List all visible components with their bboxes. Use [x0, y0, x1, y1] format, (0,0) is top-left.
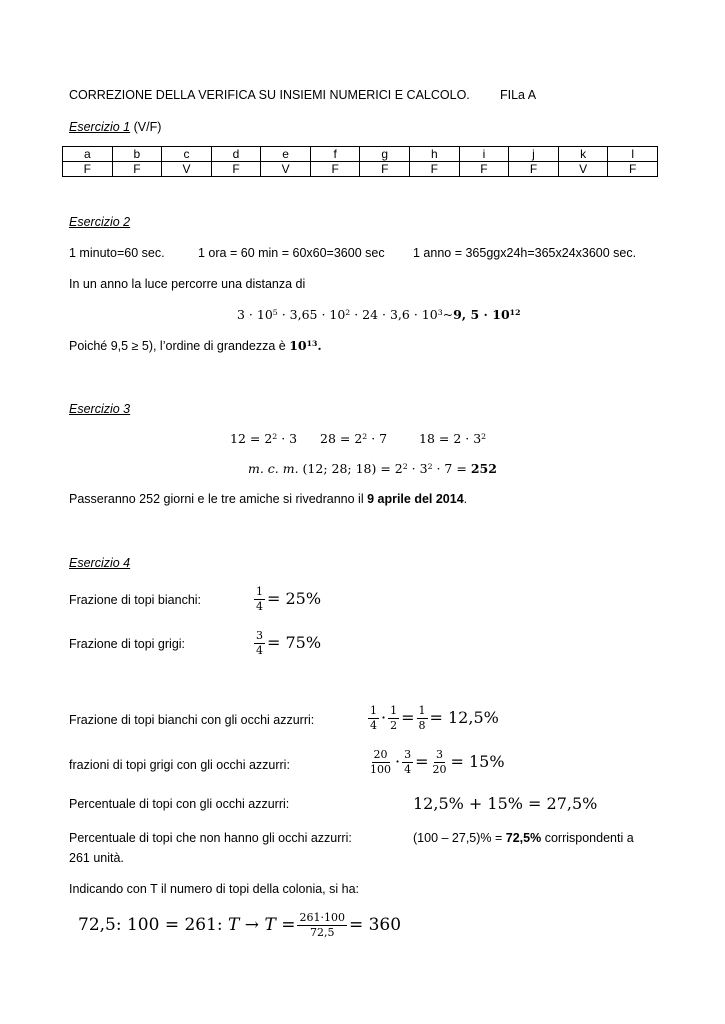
grey-blue-label: frazioni di topi grigi con gli occhi azzurri:	[69, 758, 290, 772]
table-cell: V	[261, 162, 311, 177]
table-cell: i	[459, 147, 509, 162]
white-mice-label: Frazione di topi bianchi:	[69, 593, 202, 607]
grey-mice-formula: $\frac{3}{4}$ = 75%	[256, 629, 322, 657]
table-cell: F	[410, 162, 460, 177]
distance-intro: In un anno la luce percorre una distanza di	[69, 277, 306, 291]
factorization-18: $18 = 2 \cdot 3^2$	[419, 431, 487, 446]
minute-definition: 1 minuto=60 sec.	[69, 246, 165, 260]
exercise-1-suffix: (V/F)	[130, 120, 162, 134]
white-mice-formula: $\frac{1}{4}$ = 25%	[256, 585, 322, 613]
table-cell: h	[410, 147, 460, 162]
exercise-3-conclusion: Passeranno 252 giorni e le tre amiche si rivedranno il 9 aprile del 2014.	[69, 492, 468, 506]
exercise-1-heading	[69, 120, 161, 134]
pct-not-blue-units: 261 unità.	[69, 851, 124, 865]
white-blue-label: Frazione di topi bianchi con gli occhi azzurri:	[69, 713, 315, 727]
exercise-4-title: Esercizio 4	[69, 556, 131, 570]
exercise-3-title: Esercizio 3	[69, 402, 131, 416]
table-cell: F	[360, 162, 410, 177]
table-cell: a	[63, 147, 113, 162]
pct-blue-label: Percentuale di topi con gli occhi azzurri:	[69, 797, 290, 811]
answers-row	[63, 162, 658, 177]
table-cell: F	[310, 162, 360, 177]
table-cell: l	[608, 147, 658, 162]
table-cell: c	[162, 147, 212, 162]
table-cell: d	[211, 147, 261, 162]
magnitude-conclusion: Poiché 9,5 ≥ 5), l’ordine di grandezza è $10^{13}$.	[69, 338, 322, 353]
colony-intro: Indicando con T il numero di topi della colonia, si ha:	[69, 882, 359, 896]
grey-blue-formula: $\frac{20}{100}$ · $\frac{3}{4}$ = $\frac{3}{20}$ = 15%	[370, 748, 505, 776]
factorization-28: $28 = 2^2 \cdot 7$	[320, 431, 388, 446]
year-definition: 1 anno = 365ggx24h=365x24x3600 sec.	[413, 246, 637, 260]
table-cell: g	[360, 147, 410, 162]
grey-mice-label: Frazione di topi grigi:	[69, 637, 186, 651]
table-cell: j	[509, 147, 559, 162]
document-title: CORREZIONE DELLA VERIFICA SU INSIEMI NUMERICI E CALCOLO.	[69, 88, 470, 102]
table-cell: F	[608, 162, 658, 177]
fila-label: FILa A	[500, 88, 537, 102]
exercise-2-title: Esercizio 2	[69, 215, 131, 229]
table-cell: F	[211, 162, 261, 177]
distance-formula: $3 \cdot 10^5 \cdot 3,65 \cdot 10^2 \cdot 24 \cdot 3,6$ · $10^3\sim 9$, $5 \cdot 10^{12}$	[237, 307, 521, 322]
table-cell: e	[261, 147, 311, 162]
table-cell: k	[558, 147, 608, 162]
factorization-12: $12 = 2^2 \cdot 3$	[230, 431, 298, 446]
lcm-formula: m. c. m. (12; 28; $18) = 2^2 \cdot 3^2 \cdot 7 = 252$	[248, 461, 497, 476]
pct-not-blue-label: Percentuale di topi che non hanno gli occhi azzurri:	[69, 831, 352, 845]
table-cell: V	[558, 162, 608, 177]
table-cell: V	[162, 162, 212, 177]
colony-final-formula: 72,5: 100 = 261: 𝑇 → 𝑇 = $\frac{261\cdot 100}{72,5}$ = 360	[78, 911, 402, 939]
white-blue-formula: $\frac{1}{4}$ · $\frac{1}{2}$ = $\frac{1}{8}$ = 12,5%	[370, 704, 499, 732]
pct-blue-formula: 12,5% + 15% = 27,5%	[413, 794, 598, 813]
true-false-table	[62, 146, 658, 177]
table-cell: f	[310, 147, 360, 162]
table-cell: F	[459, 162, 509, 177]
hour-definition: 1 ora = 60 min = 60x60=3600 sec	[198, 246, 385, 260]
table-cell: F	[112, 162, 162, 177]
pct-not-blue-value: (100 – 27,5)% = 72,5% corrispondenti a	[413, 831, 634, 845]
table-cell: F	[509, 162, 559, 177]
table-cell: b	[112, 147, 162, 162]
letters-row	[63, 147, 658, 162]
exercise-1-title: Esercizio 1	[69, 120, 131, 134]
table-cell: F	[63, 162, 113, 177]
